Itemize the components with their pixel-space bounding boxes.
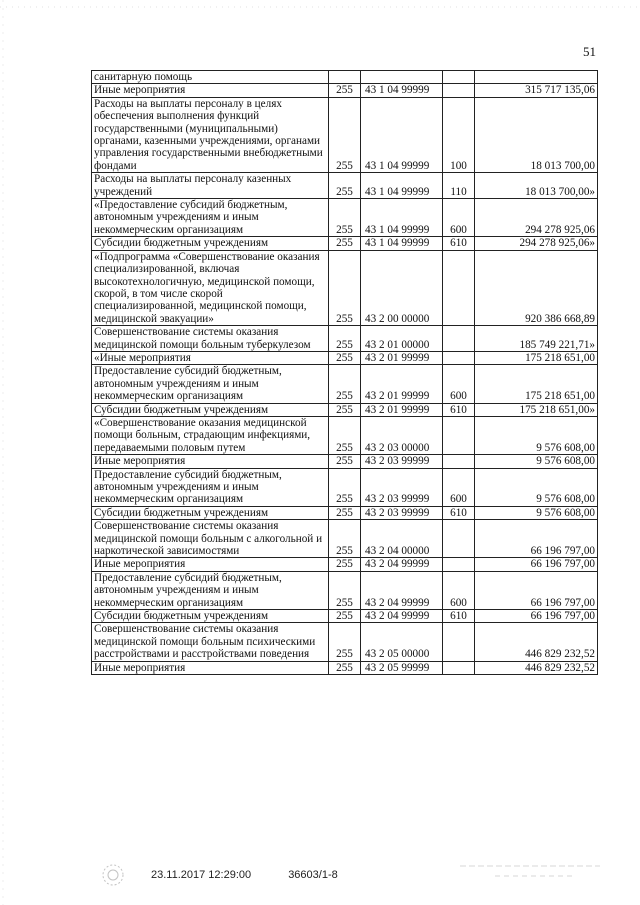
row-department-code-cell: 255 <box>329 403 361 416</box>
row-expense-type-cell <box>443 71 475 84</box>
row-department-code-cell: 255 <box>329 416 361 454</box>
row-amount-cell: 920 386 668,89 <box>475 250 598 325</box>
row-target-article-cell: 43 2 05 99999 <box>361 661 443 674</box>
row-name-cell: Предоставление субсидий бюджетным, автономным учреждениям и иным некоммерческим организациям <box>92 571 329 609</box>
row-name-cell: Расходы на выплаты персоналу в целях обеспечения выполнения функций государственными (муниципальными) органами, казенными учреждениями, органами управления государственными внебюджетными фондами <box>92 97 329 172</box>
row-amount-cell: 66 196 797,00 <box>475 610 598 623</box>
row-name-cell: Предоставление субсидий бюджетным, автономным учреждениям и иным некоммерческим организациям <box>92 468 329 506</box>
table-row <box>92 571 598 609</box>
row-expense-type-cell: 610 <box>443 506 475 519</box>
row-name-cell: Иные мероприятия <box>92 84 329 97</box>
row-target-article-cell: 43 2 01 00000 <box>361 326 443 352</box>
row-amount-cell: 18 013 700,00 <box>475 97 598 172</box>
row-amount-cell <box>475 71 598 84</box>
row-target-article-cell: 43 1 04 99999 <box>361 84 443 97</box>
faded-stamp <box>455 858 605 884</box>
row-department-code-cell: 255 <box>329 455 361 468</box>
row-amount-cell: 9 576 608,00 <box>475 416 598 454</box>
row-target-article-cell: 43 2 03 99999 <box>361 455 443 468</box>
row-department-code-cell: 255 <box>329 351 361 364</box>
table-row <box>92 237 598 250</box>
table-row <box>92 71 598 84</box>
row-amount-cell: 66 196 797,00 <box>475 571 598 609</box>
row-expense-type-cell: 100 <box>443 97 475 172</box>
row-name-cell: Иные мероприятия <box>92 558 329 571</box>
table-row <box>92 250 598 325</box>
row-department-code-cell: 255 <box>329 250 361 325</box>
budget-table <box>91 70 598 675</box>
table-row <box>92 173 598 199</box>
row-target-article-cell: 43 2 05 00000 <box>361 623 443 661</box>
table-row <box>92 610 598 623</box>
row-department-code-cell: 255 <box>329 520 361 558</box>
row-name-cell: санитарную помощь <box>92 71 329 84</box>
row-department-code-cell: 255 <box>329 506 361 519</box>
row-department-code-cell: 255 <box>329 84 361 97</box>
row-amount-cell: 175 218 651,00 <box>475 365 598 403</box>
row-target-article-cell: 43 1 04 99999 <box>361 199 443 237</box>
table-row <box>92 403 598 416</box>
budget-table-body <box>92 71 598 675</box>
row-department-code-cell: 255 <box>329 237 361 250</box>
row-department-code-cell <box>329 71 361 84</box>
row-expense-type-cell: 610 <box>443 610 475 623</box>
row-target-article-cell: 43 2 04 99999 <box>361 558 443 571</box>
row-target-article-cell <box>361 71 443 84</box>
row-name-cell: Предоставление субсидий бюджетным, автономным учреждениям и иным некоммерческим организациям <box>92 365 329 403</box>
row-expense-type-cell <box>443 623 475 661</box>
row-name-cell: «Иные мероприятия <box>92 351 329 364</box>
table-row <box>92 351 598 364</box>
footer-timestamp: 23.11.2017 12:29:00 <box>151 869 252 881</box>
footer-document-number: 36603/1-8 <box>288 869 338 881</box>
row-amount-cell: 175 218 651,00 <box>475 351 598 364</box>
row-amount-cell: 18 013 700,00» <box>475 173 598 199</box>
row-amount-cell: 66 196 797,00 <box>475 520 598 558</box>
row-expense-type-cell: 610 <box>443 403 475 416</box>
table-row <box>92 558 598 571</box>
row-amount-cell: 185 749 221,71» <box>475 326 598 352</box>
row-name-cell: «Предоставление субсидий бюджетным, автономным учреждениям и иным некоммерческим организациям <box>92 199 329 237</box>
row-target-article-cell: 43 2 04 99999 <box>361 610 443 623</box>
page-number: 51 <box>583 44 596 59</box>
row-amount-cell: 446 829 232,52 <box>475 661 598 674</box>
row-expense-type-cell: 110 <box>443 173 475 199</box>
table-row <box>92 661 598 674</box>
row-target-article-cell: 43 2 03 99999 <box>361 506 443 519</box>
row-target-article-cell: 43 2 03 99999 <box>361 468 443 506</box>
table-row <box>92 365 598 403</box>
footer <box>151 869 338 881</box>
row-amount-cell: 66 196 797,00 <box>475 558 598 571</box>
row-amount-cell: 9 576 608,00 <box>475 506 598 519</box>
row-expense-type-cell <box>443 520 475 558</box>
row-department-code-cell: 255 <box>329 365 361 403</box>
table-row <box>92 416 598 454</box>
row-amount-cell: 9 576 608,00 <box>475 468 598 506</box>
row-name-cell: Субсидии бюджетным учреждениям <box>92 610 329 623</box>
row-amount-cell: 446 829 232,52 <box>475 623 598 661</box>
row-name-cell: «Совершенствование оказания медицинской помощи больным, страдающим инфекциями, передаваемыми половым путем <box>92 416 329 454</box>
row-name-cell: Совершенствование системы оказания медицинской помощи больным психическими расстройствами и расстройствами поведения <box>92 623 329 661</box>
row-name-cell: Иные мероприятия <box>92 661 329 674</box>
row-expense-type-cell: 600 <box>443 199 475 237</box>
row-expense-type-cell <box>443 351 475 364</box>
row-expense-type-cell <box>443 416 475 454</box>
row-name-cell: Субсидии бюджетным учреждениям <box>92 403 329 416</box>
row-department-code-cell: 255 <box>329 97 361 172</box>
row-department-code-cell: 255 <box>329 326 361 352</box>
row-expense-type-cell: 600 <box>443 365 475 403</box>
row-department-code-cell: 255 <box>329 173 361 199</box>
row-name-cell: Субсидии бюджетным учреждениям <box>92 506 329 519</box>
row-expense-type-cell <box>443 84 475 97</box>
table-row <box>92 468 598 506</box>
row-expense-type-cell: 600 <box>443 571 475 609</box>
table-row <box>92 506 598 519</box>
row-expense-type-cell <box>443 455 475 468</box>
row-name-cell: «Подпрограмма «Совершенствование оказания специализированной, включая высокотехнологичную, медицинской помощи, скорой, в том числе скорой специализированной, медицинской помощи, медицинской эвакуации» <box>92 250 329 325</box>
row-name-cell: Субсидии бюджетным учреждениям <box>92 237 329 250</box>
row-expense-type-cell: 600 <box>443 468 475 506</box>
row-amount-cell: 294 278 925,06» <box>475 237 598 250</box>
row-expense-type-cell <box>443 661 475 674</box>
row-department-code-cell: 255 <box>329 199 361 237</box>
row-target-article-cell: 43 2 04 00000 <box>361 520 443 558</box>
table-row <box>92 84 598 97</box>
scan-edge-marks <box>0 4 640 10</box>
row-name-cell: Совершенствование системы оказания медицинской помощи больным с алкогольной и наркотической зависимостями <box>92 520 329 558</box>
row-expense-type-cell <box>443 250 475 325</box>
row-target-article-cell: 43 2 04 99999 <box>361 571 443 609</box>
row-expense-type-cell <box>443 326 475 352</box>
scan-left-edge <box>2 0 4 905</box>
row-department-code-cell: 255 <box>329 468 361 506</box>
table-row <box>92 455 598 468</box>
table-row <box>92 623 598 661</box>
table-row <box>92 326 598 352</box>
row-name-cell: Расходы на выплаты персоналу казенных учреждений <box>92 173 329 199</box>
table-row <box>92 97 598 172</box>
row-target-article-cell: 43 2 01 99999 <box>361 351 443 364</box>
stamp-mark <box>100 862 126 888</box>
row-expense-type-cell: 610 <box>443 237 475 250</box>
row-target-article-cell: 43 2 01 99999 <box>361 403 443 416</box>
row-name-cell: Совершенствование системы оказания медицинской помощи больным туберкулезом <box>92 326 329 352</box>
table-row <box>92 520 598 558</box>
table-row <box>92 199 598 237</box>
row-expense-type-cell <box>443 558 475 571</box>
row-target-article-cell: 43 1 04 99999 <box>361 173 443 199</box>
row-amount-cell: 315 717 135,06 <box>475 84 598 97</box>
row-amount-cell: 9 576 608,00 <box>475 455 598 468</box>
row-target-article-cell: 43 1 04 99999 <box>361 97 443 172</box>
row-department-code-cell: 255 <box>329 558 361 571</box>
row-amount-cell: 175 218 651,00» <box>475 403 598 416</box>
row-department-code-cell: 255 <box>329 610 361 623</box>
row-target-article-cell: 43 1 04 99999 <box>361 237 443 250</box>
row-target-article-cell: 43 2 00 00000 <box>361 250 443 325</box>
row-name-cell: Иные мероприятия <box>92 455 329 468</box>
row-target-article-cell: 43 2 01 99999 <box>361 365 443 403</box>
row-department-code-cell: 255 <box>329 623 361 661</box>
row-department-code-cell: 255 <box>329 571 361 609</box>
row-target-article-cell: 43 2 03 00000 <box>361 416 443 454</box>
row-amount-cell: 294 278 925,06 <box>475 199 598 237</box>
row-department-code-cell: 255 <box>329 661 361 674</box>
